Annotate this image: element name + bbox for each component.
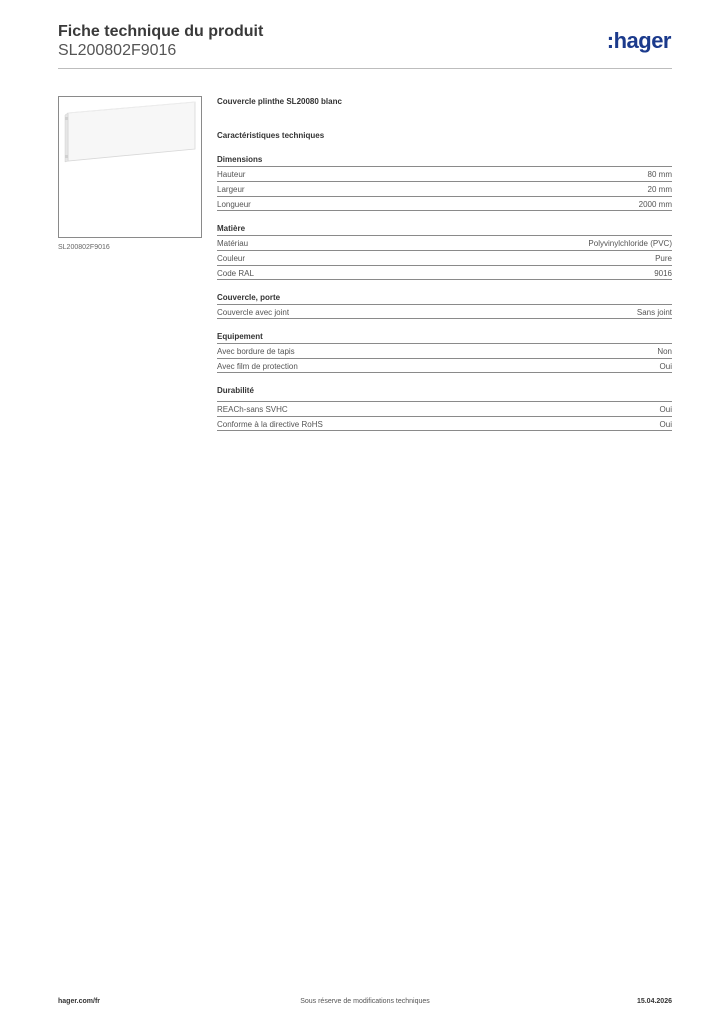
- spec-section-dimensions: [217, 154, 672, 211]
- spec-label: Avec bordure de tapis: [217, 347, 295, 356]
- spec-label: Longueur: [217, 199, 251, 209]
- spec-row: [217, 304, 672, 319]
- spec-row: [217, 196, 672, 211]
- svg-text::hager: :hager: [606, 28, 671, 53]
- spec-row: [217, 166, 672, 181]
- spec-section-sustainability: [217, 385, 672, 431]
- document-date: 15.04.2026: [636, 998, 672, 1005]
- spec-value: Pure: [655, 254, 672, 263]
- image-caption: SL200802F9016: [58, 244, 110, 251]
- spec-section-cover: [217, 292, 672, 319]
- spec-label: REACh-sans SVHC: [217, 405, 288, 414]
- spec-value: Polyvinylchloride (PVC): [588, 239, 672, 248]
- section-title: Couvercle, porte: [217, 293, 281, 302]
- spec-label: Couleur: [217, 254, 246, 263]
- specs-heading: Caractéristiques techniques: [217, 131, 325, 140]
- page-header: [58, 22, 672, 68]
- technical-specs: [217, 96, 672, 431]
- website-link[interactable]: hager.com/fr: [58, 998, 101, 1005]
- spec-row: [217, 250, 672, 265]
- cover-illustration: [59, 97, 201, 237]
- document-title: Fiche technique du produit: [58, 23, 264, 40]
- spec-row: [217, 358, 672, 373]
- spec-value: Oui: [659, 405, 672, 414]
- page-footer: [58, 998, 672, 1010]
- section-title: Dimensions: [217, 155, 263, 164]
- spec-label: Couvercle avec joint: [217, 307, 290, 317]
- spec-label: Conforme à la directive RoHS: [217, 419, 323, 429]
- section-title: Matière: [217, 224, 246, 233]
- spec-section-material: [217, 223, 672, 280]
- spec-label: Largeur: [217, 185, 245, 194]
- spec-value: Oui: [659, 419, 672, 429]
- spec-section-equipment: [217, 331, 672, 373]
- product-image: [58, 96, 202, 238]
- spec-row: [217, 401, 672, 416]
- section-title: Durabilité: [217, 386, 254, 395]
- spec-value: 20 mm: [647, 185, 672, 194]
- spec-value: Oui: [659, 361, 672, 371]
- spec-label: Matériau: [217, 239, 249, 248]
- section-title: Equipement: [217, 332, 263, 341]
- product-name: Couvercle plinthe SL20080 blanc: [217, 97, 342, 106]
- spec-row: [217, 343, 672, 358]
- spec-row: [217, 265, 672, 280]
- spec-value: Sans joint: [636, 307, 672, 317]
- spec-label: Code RAL: [217, 268, 254, 278]
- spec-label: Avec film de protection: [217, 361, 298, 371]
- header-divider: [58, 68, 672, 69]
- spec-label: Hauteur: [217, 170, 246, 179]
- product-reference: SL200802F9016: [58, 42, 177, 59]
- spec-value: Non: [657, 347, 672, 356]
- disclaimer: Sous réserve de modifications techniques: [300, 998, 430, 1005]
- spec-value: 80 mm: [647, 170, 672, 179]
- spec-value: 2000 mm: [638, 199, 672, 209]
- spec-row: [217, 181, 672, 196]
- spec-row: [217, 416, 672, 431]
- hager-logo: [592, 28, 672, 54]
- spec-value: 9016: [654, 268, 672, 278]
- spec-row: [217, 235, 672, 250]
